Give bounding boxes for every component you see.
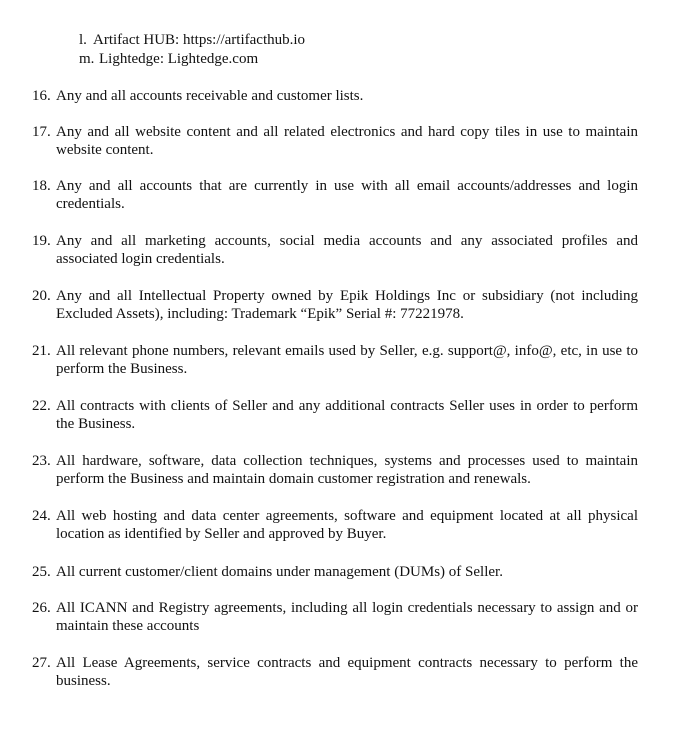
- item-number: 22.: [32, 398, 51, 414]
- item-text: All current customer/client domains under management (DUMs) of Seller.: [56, 564, 503, 580]
- list-item: [32, 397, 638, 433]
- item-text: All web hosting and data center agreements, software and equipment located at all physical location as identified by Seller and approved by Buyer.: [56, 508, 638, 542]
- item-text: Any and all marketing accounts, social media accounts and any associated profiles and associated login credentials.: [56, 233, 638, 267]
- item-text: Any and all Intellectual Property owned by Epik Holdings Inc or subsidiary (not including Excluded Assets), including: Trademark “Epik” Serial #: 77221978.: [56, 288, 638, 322]
- sub-item-marker: l.: [79, 32, 87, 48]
- sub-item-text: Artifact HUB: https://artifacthub.io: [93, 32, 306, 48]
- sub-item: [79, 31, 305, 50]
- item-number: 23.: [32, 453, 51, 469]
- list-item: [32, 232, 638, 268]
- item-text: All relevant phone numbers, relevant emails used by Seller, e.g. support@, info@, etc, in use to perform the Business.: [56, 343, 638, 377]
- list-item: [32, 599, 638, 635]
- item-number: 21.: [32, 343, 51, 359]
- item-number: 25.: [32, 564, 51, 580]
- item-number: 19.: [32, 233, 51, 249]
- item-text: All Lease Agreements, service contracts and equipment contracts necessary to perform the business.: [56, 655, 638, 689]
- item-number: 17.: [32, 124, 51, 140]
- item-number: 20.: [32, 288, 51, 304]
- sub-item-list: [79, 31, 305, 69]
- item-text: Any and all accounts receivable and customer lists.: [56, 88, 364, 104]
- item-number: 26.: [32, 600, 51, 616]
- sub-item-text: Lightedge: Lightedge.com: [99, 51, 259, 67]
- item-number: 24.: [32, 508, 51, 524]
- list-item: [32, 654, 638, 690]
- list-item: [32, 287, 638, 323]
- item-number: 27.: [32, 655, 51, 671]
- list-item: [32, 507, 638, 543]
- item-text: All hardware, software, data collection techniques, systems and processes used to maintain perform the Business and maintain domain customer registration and renewals.: [56, 453, 638, 487]
- item-text: All ICANN and Registry agreements, including all login credentials necessary to assign and or maintain these accounts: [56, 600, 638, 634]
- list-item: [32, 87, 638, 105]
- list-item: [32, 342, 638, 378]
- sub-item: [79, 50, 305, 69]
- sub-item-marker: m.: [79, 51, 95, 67]
- item-text: All contracts with clients of Seller and any additional contracts Seller uses in order to perform the Business.: [56, 398, 638, 432]
- list-item: [32, 123, 638, 159]
- item-number: 16.: [32, 88, 51, 104]
- list-item: [32, 177, 638, 213]
- list-item: [32, 452, 638, 488]
- item-text: Any and all accounts that are currently in use with all email accounts/addresses and login credentials.: [56, 178, 638, 212]
- item-text: Any and all website content and all related electronics and hard copy tiles in use to maintain website content.: [56, 124, 638, 158]
- list-item: [32, 563, 638, 581]
- item-number: 18.: [32, 178, 51, 194]
